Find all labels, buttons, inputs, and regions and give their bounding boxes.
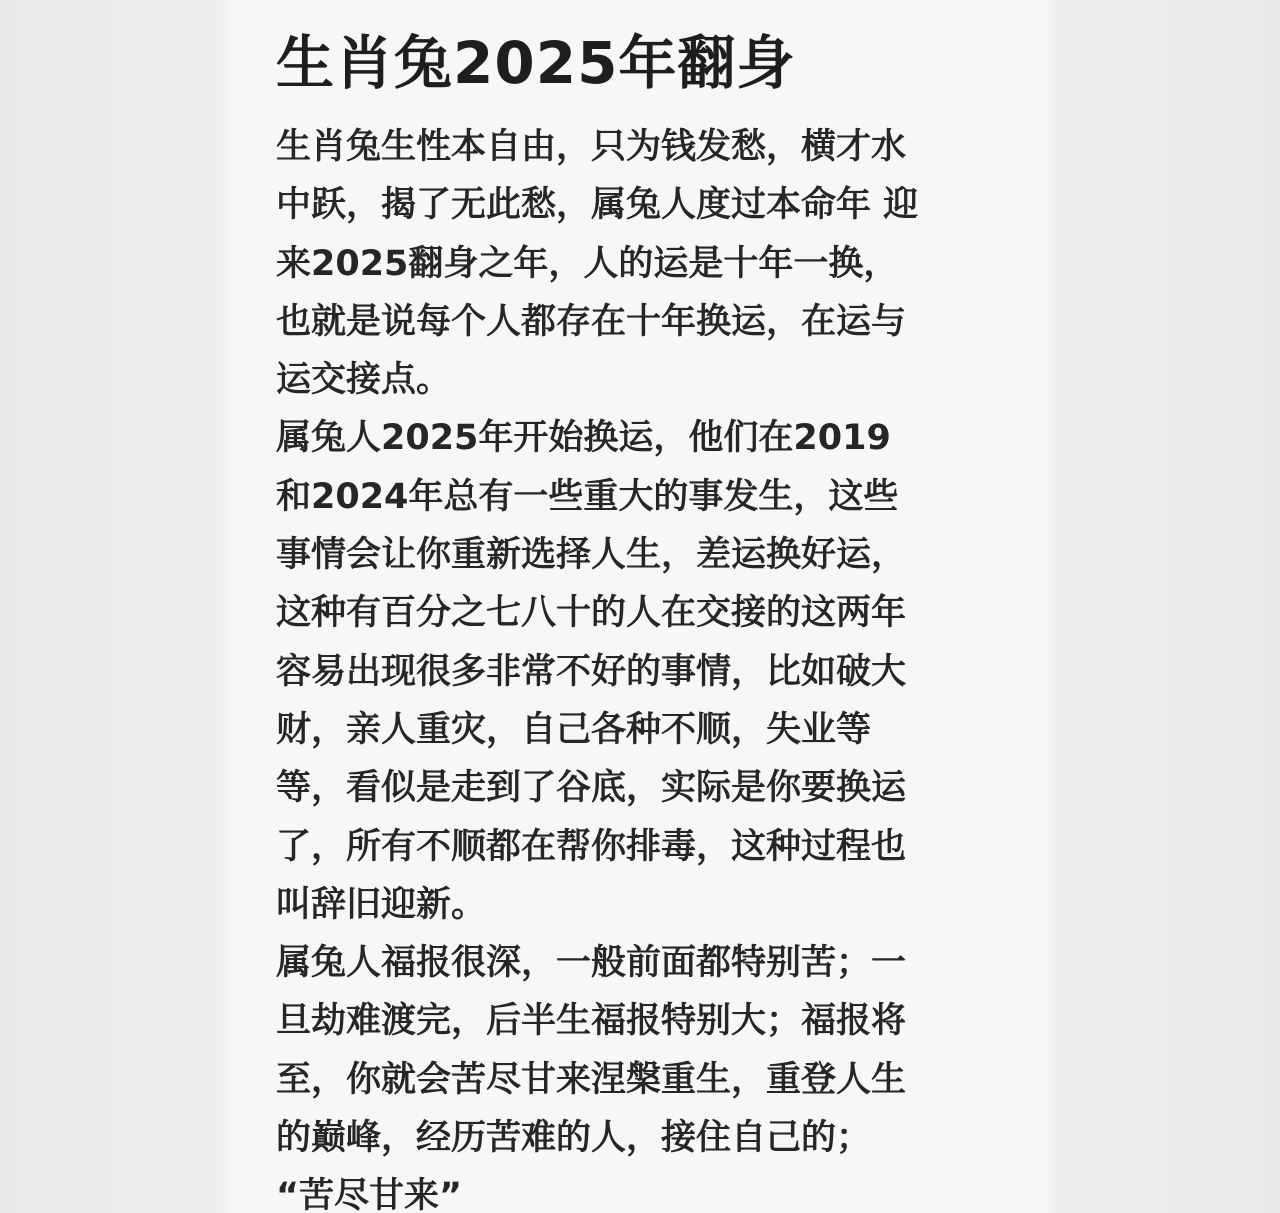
body-line: 的巅峰，经历苦难的人，接住自己的； (276, 1118, 872, 1159)
article-title: 生肖兔2025年翻身 (276, 29, 796, 97)
body-line: 了，所有不顺都在帮你排毒，这种过程也 (276, 826, 907, 867)
body-line: 属兔人福报很深，一般前面都特别苦；一 (276, 943, 907, 984)
body-line: “苦尽甘来” (276, 1176, 463, 1213)
body-line: 至，你就会苦尽甘来涅槃重生，重登人生 (276, 1059, 907, 1100)
article-body (276, 118, 996, 1213)
body-line: 容易出现很多非常不好的事情，比如破大 (276, 651, 907, 692)
body-line: 这种有百分之七八十的人在交接的这两年 (276, 593, 907, 634)
body-line: 叫辞旧迎新。 (276, 884, 487, 925)
body-line: 属兔人2025年开始换运，他们在2019 (276, 418, 891, 459)
body-line: 也就是说每个人都存在十年换运，在运与 (276, 301, 907, 342)
body-line: 和2024年总有一些重大的事发生，这些 (276, 476, 899, 517)
body-line: 财，亲人重灾，自己各种不顺，失业等 (276, 709, 872, 750)
body-line: 等，看似是走到了谷底，实际是你要换运 (276, 768, 907, 809)
body-line: 来2025翻身之年，人的运是十年一换， (276, 243, 899, 284)
body-line: 旦劫难渡完，后半生福报特别大；福报将 (276, 1001, 907, 1042)
body-line: 生肖兔生性本自由，只为钱发愁，横才水 (276, 127, 907, 167)
body-line: 中跃，揭了无此愁，属兔人度过本命年 迎 (276, 185, 919, 226)
body-line: 运交接点。 (276, 360, 452, 401)
body-line: 事情会让你重新选择人生，差运换好运， (276, 535, 907, 576)
